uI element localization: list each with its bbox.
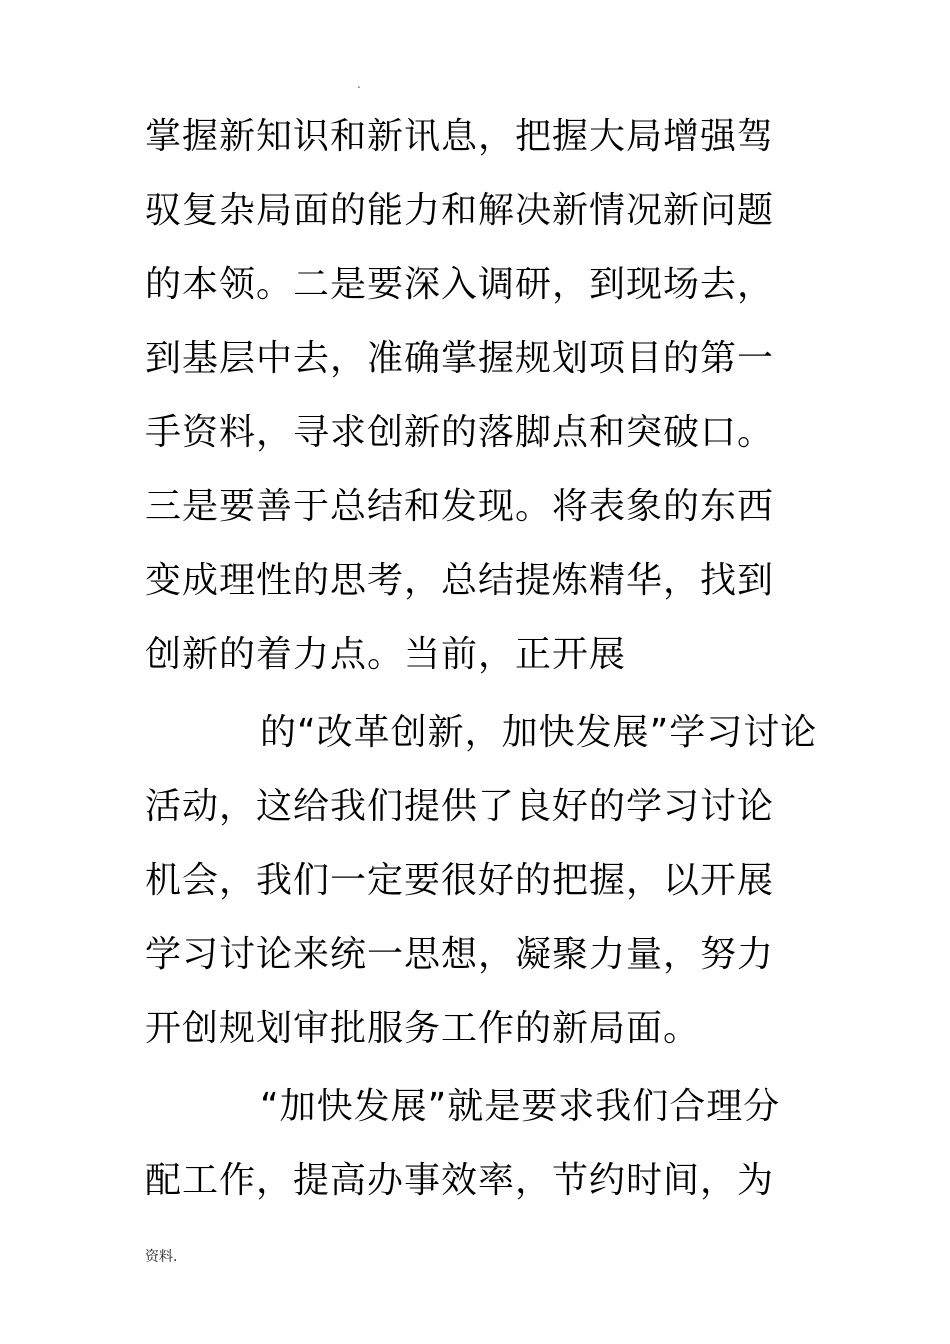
text-line: 活动，这给我们提供了良好的学习讨论	[145, 786, 775, 827]
text-line-indented: “加快发展”就是要求我们合理分	[260, 1086, 781, 1127]
text-line: 创新的着力点。当前，正开展	[145, 634, 627, 675]
text-line: 手资料，寻求创新的落脚点和突破口。	[145, 412, 775, 453]
text-line: 掌握新知识和新讯息，把握大局增强驾	[145, 116, 775, 157]
text-line: 驭复杂局面的能力和解决新情况新问题	[145, 190, 775, 231]
text-line: 变成理性的思考，总结提炼精华，找到	[145, 560, 775, 601]
top-mark: .	[357, 77, 361, 91]
page-footer: 资料.	[145, 1249, 178, 1265]
text-line: 到基层中去，准确掌握规划项目的第一	[145, 338, 775, 379]
text-line: 的本领。二是要深入调研，到现场去，	[145, 264, 775, 305]
text-line: 学习讨论来统一思想，凝聚力量，努力	[145, 934, 775, 975]
text-line: 配工作，提高办事效率，节约时间，为	[145, 1160, 775, 1201]
text-line: 三是要善于总结和发现。将表象的东西	[145, 486, 775, 527]
text-line: 开创规划审批服务工作的新局面。	[145, 1008, 701, 1049]
text-line: 机会，我们一定要很好的把握，以开展	[145, 860, 775, 901]
text-line-indented: 的“改革创新，加快发展”学习讨论	[260, 712, 818, 753]
